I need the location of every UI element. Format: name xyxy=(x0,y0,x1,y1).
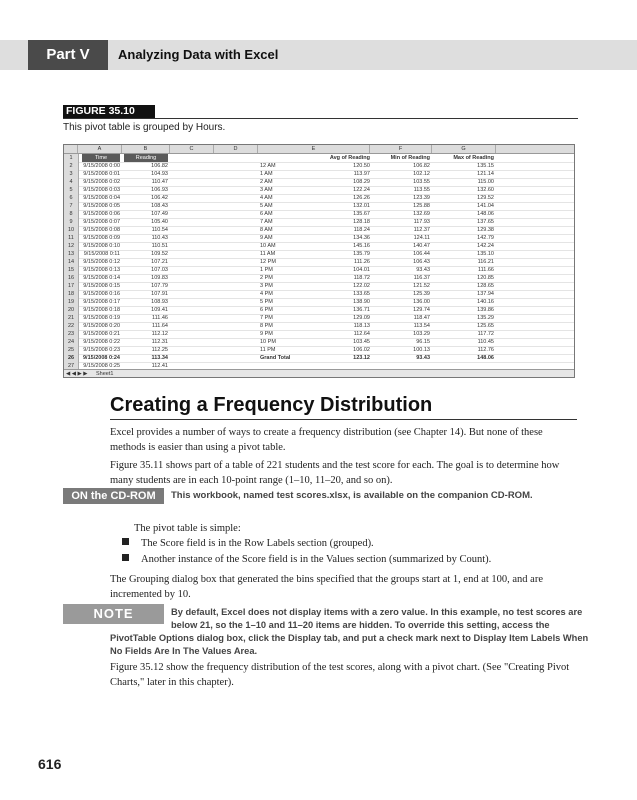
header-title: Analyzing Data with Excel xyxy=(118,47,279,62)
max-cell[interactable]: 112.76 xyxy=(477,347,494,353)
min-cell[interactable]: 113.55 xyxy=(413,187,430,193)
avg-cell[interactable]: 128.18 xyxy=(353,219,370,225)
hour-label-cell[interactable]: 10 PM xyxy=(260,339,276,345)
min-cell[interactable]: 117.93 xyxy=(413,219,430,225)
time-cell[interactable]: 9/15/2008 0:08 xyxy=(83,227,120,233)
hour-label-cell[interactable]: 11 PM xyxy=(260,347,276,353)
min-cell[interactable]: 106.44 xyxy=(413,251,430,257)
note-line-2: below 21, so the 1–10 and 11–20 items are hidden. To override this setting, access the xyxy=(171,620,550,630)
min-cell[interactable]: 93.43 xyxy=(416,355,430,361)
max-cell[interactable]: 137.94 xyxy=(477,291,494,297)
row-number[interactable]: 27 xyxy=(64,362,79,370)
reading-cell[interactable]: 107.21 xyxy=(151,259,168,265)
max-cell[interactable]: Max of Reading xyxy=(453,155,494,161)
avg-cell[interactable]: 123.12 xyxy=(353,355,370,361)
reading-cell[interactable]: 110.47 xyxy=(151,179,168,185)
row-number[interactable]: 17 xyxy=(64,282,79,290)
avg-cell[interactable]: 112.64 xyxy=(353,331,370,337)
min-cell[interactable]: 136.00 xyxy=(413,299,430,305)
max-cell[interactable]: 125.65 xyxy=(477,323,494,329)
time-cell[interactable]: 9/15/2008 0:18 xyxy=(83,307,120,313)
reading-cell[interactable]: 111.46 xyxy=(151,315,168,321)
column-headers xyxy=(64,145,574,154)
col-header-d: D xyxy=(214,145,258,153)
hour-label-cell[interactable]: 2 AM xyxy=(260,179,273,185)
max-cell[interactable]: 140.16 xyxy=(477,299,494,305)
min-cell[interactable]: 123.39 xyxy=(413,195,430,201)
hour-label-cell[interactable]: 1 AM xyxy=(260,171,273,177)
time-cell[interactable]: 9/15/2008 0:05 xyxy=(83,203,120,209)
row-number[interactable]: 14 xyxy=(64,258,79,266)
row-number[interactable]: 9 xyxy=(64,218,79,226)
min-cell[interactable]: 118.47 xyxy=(413,315,430,321)
max-cell[interactable]: 142.24 xyxy=(477,243,494,249)
row-number[interactable]: 25 xyxy=(64,346,79,354)
min-cell[interactable]: Min of Reading xyxy=(390,155,430,161)
paragraph-4: The Grouping dialog box that generated the bins specified that the groups start at 1, end at 100, and are incremented by 10. xyxy=(110,574,543,600)
max-cell[interactable]: 132.60 xyxy=(477,187,494,193)
reading-cell[interactable]: 112.41 xyxy=(151,363,168,369)
row-number[interactable]: 11 xyxy=(64,234,79,242)
min-cell[interactable]: 93.43 xyxy=(416,267,430,273)
row-number[interactable]: 12 xyxy=(64,242,79,250)
note-logo: NOTE xyxy=(63,604,164,624)
min-cell[interactable]: 125.88 xyxy=(413,203,430,209)
figure-caption: This pivot table is grouped by Hours. xyxy=(63,122,226,133)
cdrom-logo: ON the CD-ROM xyxy=(63,488,164,504)
time-cell[interactable]: 9/15/2008 0:07 xyxy=(83,219,120,225)
min-cell[interactable]: 112.37 xyxy=(413,227,430,233)
hour-label-cell[interactable]: 9 AM xyxy=(260,235,273,241)
time-cell[interactable]: 9/15/2008 0:23 xyxy=(83,347,120,353)
reading-cell[interactable]: 107.91 xyxy=(151,291,168,297)
reading-cell[interactable]: 112.12 xyxy=(151,331,168,337)
avg-cell[interactable]: 129.09 xyxy=(353,315,370,321)
min-cell[interactable]: 103.55 xyxy=(413,179,430,185)
row-number[interactable]: 18 xyxy=(64,290,79,298)
note-line-1: By default, Excel does not display items with a zero value. In this example, no test scores are xyxy=(171,607,583,617)
hour-label-cell[interactable]: 5 AM xyxy=(260,203,273,209)
time-cell[interactable]: 9/15/2008 0:24 xyxy=(82,355,120,361)
reading-cell[interactable]: 106.82 xyxy=(151,163,168,169)
time-cell[interactable]: 9/15/2008 0:09 xyxy=(83,235,120,241)
avg-cell[interactable]: 118.24 xyxy=(353,227,370,233)
paragraph-1: Excel provides a number of ways to create a frequency distribution (see Chapter 14). But none of these methods is easier than using a pivot table. xyxy=(110,427,543,453)
row-number[interactable]: 24 xyxy=(64,338,79,346)
time-cell[interactable]: 9/15/2008 0:13 xyxy=(83,267,120,273)
reading-cell[interactable]: 109.52 xyxy=(151,251,168,257)
avg-cell[interactable]: 103.45 xyxy=(353,339,370,345)
min-cell[interactable]: 103.29 xyxy=(413,331,430,337)
reading-cell[interactable]: 113.34 xyxy=(151,355,168,361)
avg-cell[interactable]: 136.71 xyxy=(353,307,370,313)
hour-label-cell[interactable]: 7 AM xyxy=(260,219,273,225)
time-cell[interactable]: 9/15/2008 0:20 xyxy=(83,323,120,329)
min-cell[interactable]: 125.39 xyxy=(413,291,430,297)
row-number[interactable]: 6 xyxy=(64,194,79,202)
max-cell[interactable]: 117.72 xyxy=(477,331,494,337)
avg-cell[interactable]: 113.97 xyxy=(353,171,370,177)
max-cell[interactable]: 137.65 xyxy=(477,219,494,225)
time-cell[interactable]: Time xyxy=(82,154,120,162)
row-number[interactable]: 3 xyxy=(64,170,79,178)
max-cell[interactable]: 142.79 xyxy=(477,235,494,241)
section-rule xyxy=(110,419,577,420)
min-cell[interactable]: 100.13 xyxy=(413,347,430,353)
row-number[interactable]: 4 xyxy=(64,178,79,186)
time-cell[interactable]: 9/15/2008 0:15 xyxy=(83,283,120,289)
time-cell[interactable]: 9/15/2008 0:10 xyxy=(83,243,120,249)
figure-rule xyxy=(63,118,578,119)
row-number[interactable]: 21 xyxy=(64,314,79,322)
hour-label-cell[interactable]: 2 PM xyxy=(260,275,273,281)
min-cell[interactable]: 106.82 xyxy=(413,163,430,169)
col-header-b: B xyxy=(122,145,170,153)
min-cell[interactable]: 96.15 xyxy=(416,339,430,345)
min-cell[interactable]: 113.54 xyxy=(413,323,430,329)
row-number[interactable]: 15 xyxy=(64,266,79,274)
max-cell[interactable]: 135.15 xyxy=(477,163,494,169)
paragraph-2: Figure 35.11 shows part of a table of 221 students and the test score for each. The goal is to determine how many students are in each 10-point range (1–10, 11–20, and so on). xyxy=(110,460,560,486)
max-cell[interactable]: 110.45 xyxy=(477,339,494,345)
note-line-4: No Fields Are In The Values Area. xyxy=(110,646,258,656)
avg-cell[interactable]: 126.26 xyxy=(353,195,370,201)
row-number[interactable]: 26 xyxy=(64,354,79,362)
max-cell[interactable]: 120.85 xyxy=(477,275,494,281)
time-cell[interactable]: 9/15/2008 0:14 xyxy=(83,275,120,281)
max-cell[interactable]: 111.66 xyxy=(477,267,494,273)
reading-cell[interactable]: 107.79 xyxy=(151,283,168,289)
min-cell[interactable]: 129.74 xyxy=(413,307,430,313)
max-cell[interactable]: 148.06 xyxy=(477,355,494,361)
hour-label-cell[interactable]: 6 PM xyxy=(260,307,273,313)
row-number[interactable]: 7 xyxy=(64,202,79,210)
time-cell[interactable]: 9/15/2008 0:11 xyxy=(83,251,120,257)
reading-cell[interactable]: 108.93 xyxy=(151,299,168,305)
bullet-item-1: The Score field is in the Row Labels section (grouped). xyxy=(122,536,374,551)
reading-cell[interactable]: 106.42 xyxy=(151,195,168,201)
max-cell[interactable]: 115.00 xyxy=(477,179,494,185)
row-number[interactable]: 20 xyxy=(64,306,79,314)
time-cell[interactable]: 9/15/2008 0:01 xyxy=(83,171,120,177)
note-line-3: PivotTable Options dialog box, click the Display tab, and put a check mark next to Display Item Labels When xyxy=(110,633,589,643)
figure-label: FIGURE 35.10 xyxy=(63,105,155,118)
hour-label-cell[interactable]: 7 PM xyxy=(260,315,273,321)
avg-cell[interactable]: 135.79 xyxy=(353,251,370,257)
time-cell[interactable]: 9/15/2008 0:22 xyxy=(83,339,120,345)
sheet-tab-bar xyxy=(64,369,574,378)
hour-label-cell[interactable]: 4 AM xyxy=(260,195,273,201)
time-cell[interactable]: 9/15/2008 0:00 xyxy=(83,163,120,169)
hour-label-cell[interactable]: 12 AM xyxy=(260,163,276,169)
avg-cell[interactable]: 104.01 xyxy=(353,267,370,273)
hour-label-cell[interactable]: 8 AM xyxy=(260,227,273,233)
reading-cell[interactable]: 112.25 xyxy=(151,347,168,353)
avg-cell[interactable]: 111.26 xyxy=(353,259,370,265)
row-number[interactable]: 19 xyxy=(64,298,79,306)
min-cell[interactable]: 106.43 xyxy=(413,259,430,265)
reading-cell[interactable]: 105.40 xyxy=(151,219,168,225)
avg-cell[interactable]: 145.16 xyxy=(353,243,370,249)
time-cell[interactable]: 9/15/2008 0:04 xyxy=(83,195,120,201)
hour-label-cell[interactable]: 1 PM xyxy=(260,267,273,273)
max-cell[interactable]: 129.52 xyxy=(477,195,494,201)
max-cell[interactable]: 128.65 xyxy=(477,283,494,289)
row-number[interactable]: 13 xyxy=(64,250,79,258)
hour-label-cell[interactable]: 8 PM xyxy=(260,323,273,329)
min-cell[interactable]: 102.12 xyxy=(413,171,430,177)
reading-cell[interactable]: 110.43 xyxy=(151,235,168,241)
bullet-icon xyxy=(122,538,129,545)
hour-label-cell[interactable]: 11 AM xyxy=(260,251,276,257)
reading-cell[interactable]: 106.93 xyxy=(151,187,168,193)
spreadsheet-screenshot xyxy=(63,144,575,378)
reading-cell[interactable]: 108.43 xyxy=(151,203,168,209)
hour-label-cell[interactable]: 12 PM xyxy=(260,259,276,265)
bullet-icon xyxy=(122,554,129,561)
reading-cell[interactable]: 109.41 xyxy=(151,307,168,313)
reading-cell[interactable]: 109.83 xyxy=(151,275,168,281)
row-number[interactable]: 22 xyxy=(64,322,79,330)
row-number[interactable]: 23 xyxy=(64,330,79,338)
avg-cell[interactable]: 108.29 xyxy=(353,179,370,185)
col-header-f: F xyxy=(370,145,432,153)
reading-cell[interactable]: 112.31 xyxy=(151,339,168,345)
section-heading: Creating a Frequency Distribution xyxy=(110,394,433,416)
time-cell[interactable]: 9/15/2008 0:17 xyxy=(83,299,120,305)
col-header-g: G xyxy=(432,145,496,153)
avg-cell[interactable]: 122.24 xyxy=(353,187,370,193)
row-number[interactable]: 1 xyxy=(64,154,79,162)
hour-label-cell[interactable]: Grand Total xyxy=(260,355,291,361)
avg-cell[interactable]: 133.65 xyxy=(353,291,370,297)
min-cell[interactable]: 132.69 xyxy=(413,211,430,217)
time-cell[interactable]: 9/15/2008 0:06 xyxy=(83,211,120,217)
max-cell[interactable]: 141.04 xyxy=(477,203,494,209)
avg-cell[interactable]: 106.02 xyxy=(353,347,370,353)
hour-label-cell[interactable]: 9 PM xyxy=(260,331,273,337)
sheet-tab[interactable]: Sheet1 xyxy=(96,371,114,377)
max-cell[interactable]: 148.06 xyxy=(477,211,494,217)
min-cell[interactable]: 121.52 xyxy=(413,283,430,289)
col-header-a: A xyxy=(78,145,122,153)
avg-cell[interactable]: 132.01 xyxy=(353,203,370,209)
reading-cell[interactable]: Reading xyxy=(124,154,168,162)
avg-cell[interactable]: 134.36 xyxy=(353,235,370,241)
row-number[interactable]: 8 xyxy=(64,210,79,218)
sheet-nav-arrows[interactable]: ◀ ◀ ▶ ▶ xyxy=(66,371,88,377)
avg-cell[interactable]: 135.67 xyxy=(353,211,370,217)
row-number[interactable]: 10 xyxy=(64,226,79,234)
row-number[interactable]: 5 xyxy=(64,186,79,194)
max-cell[interactable]: 135.10 xyxy=(477,251,494,257)
min-cell[interactable]: 140.47 xyxy=(413,243,430,249)
hour-label-cell[interactable]: 5 PM xyxy=(260,299,273,305)
reading-cell[interactable]: 110.51 xyxy=(151,243,168,249)
avg-cell[interactable]: 138.90 xyxy=(353,299,370,305)
paragraph-5: Figure 35.12 show the frequency distribution of the test scores, along with a pivot chart. (See "Creating Pivot Charts," later in this chapter). xyxy=(110,662,570,688)
max-cell[interactable]: 129.38 xyxy=(477,227,494,233)
time-cell[interactable]: 9/15/2008 0:25 xyxy=(83,363,120,369)
time-cell[interactable]: 9/15/2008 0:16 xyxy=(83,291,120,297)
hour-label-cell[interactable]: 6 AM xyxy=(260,211,273,217)
max-cell[interactable]: 116.21 xyxy=(477,259,494,265)
reading-cell[interactable]: 107.49 xyxy=(151,211,168,217)
cdrom-text: This workbook, named test scores.xlsx, is available on the companion CD-ROM. xyxy=(171,490,533,501)
avg-cell[interactable]: 122.02 xyxy=(353,283,370,289)
col-header-e: E xyxy=(258,145,370,153)
max-cell[interactable]: 139.86 xyxy=(477,307,494,313)
reading-cell[interactable]: 107.03 xyxy=(151,267,168,273)
corner-cell xyxy=(64,145,78,153)
time-cell[interactable]: 9/15/2008 0:21 xyxy=(83,331,120,337)
min-cell[interactable]: 124.11 xyxy=(413,235,430,241)
bullet-item-2: Another instance of the Score field is in the Values section (summarized by Count). xyxy=(122,552,491,567)
avg-cell[interactable]: 118.72 xyxy=(353,275,370,281)
page-number: 616 xyxy=(38,756,62,772)
hour-label-cell[interactable]: 3 PM xyxy=(260,283,273,289)
reading-cell[interactable]: 110.54 xyxy=(151,227,168,233)
row-number[interactable]: 16 xyxy=(64,274,79,282)
max-cell[interactable]: 121.14 xyxy=(477,171,494,177)
min-cell[interactable]: 116.37 xyxy=(413,275,430,281)
reading-cell[interactable]: 104.93 xyxy=(151,171,168,177)
hour-label-cell[interactable]: 3 AM xyxy=(260,187,273,193)
col-header-c: C xyxy=(170,145,214,153)
hour-label-cell[interactable]: 4 PM xyxy=(260,291,273,297)
part-label: Part V xyxy=(28,40,108,70)
max-cell[interactable]: 135.29 xyxy=(477,315,494,321)
avg-cell[interactable]: 118.13 xyxy=(353,323,370,329)
time-cell[interactable]: 9/15/2008 0:02 xyxy=(83,179,120,185)
time-cell[interactable]: 9/15/2008 0:12 xyxy=(83,259,120,265)
paragraph-3: The pivot table is simple: xyxy=(134,523,241,534)
hour-label-cell[interactable]: 10 AM xyxy=(260,243,276,249)
row-number[interactable]: 2 xyxy=(64,162,79,170)
avg-cell[interactable]: 120.50 xyxy=(353,163,370,169)
avg-cell[interactable]: Avg of Reading xyxy=(329,155,370,161)
reading-cell[interactable]: 111.64 xyxy=(151,323,168,329)
time-cell[interactable]: 9/15/2008 0:19 xyxy=(83,315,120,321)
time-cell[interactable]: 9/15/2008 0:03 xyxy=(83,187,120,193)
